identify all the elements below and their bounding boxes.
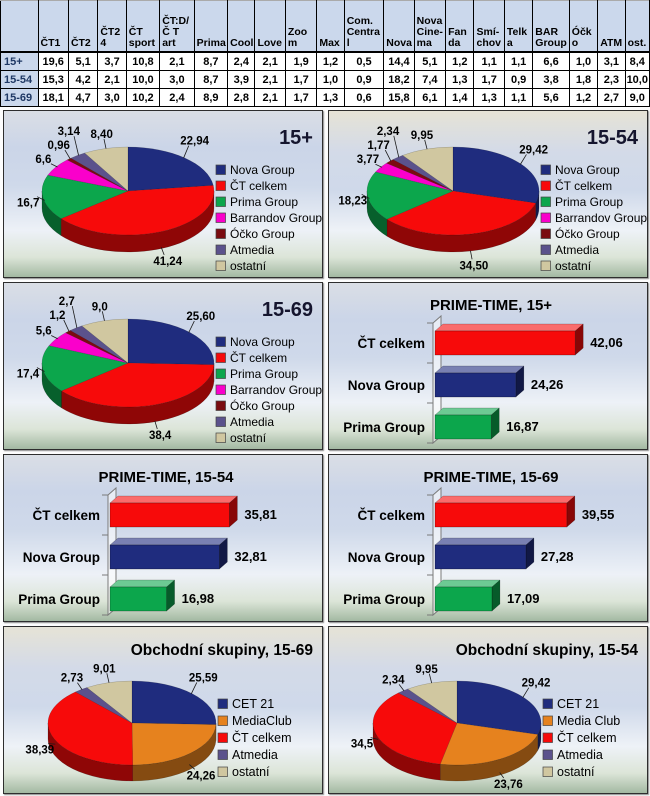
data-cell: 0,5	[344, 52, 384, 71]
data-cell: 2,3	[598, 71, 625, 89]
column-header: Love	[255, 1, 285, 53]
column-header: Telka	[504, 1, 532, 53]
column-header: ČT2	[68, 1, 97, 53]
svg-text:ostatní: ostatní	[230, 431, 267, 445]
svg-text:ostatní: ostatní	[555, 259, 592, 273]
svg-text:41,24: 41,24	[153, 255, 183, 268]
bar-chart	[4, 455, 322, 621]
svg-text:3,77: 3,77	[356, 154, 380, 167]
data-cell: 14,4	[384, 52, 414, 71]
data-cell: 5,6	[533, 89, 570, 107]
data-cell: 15,8	[384, 89, 414, 107]
data-cell: 2,1	[255, 89, 285, 107]
chart-panel-pie-obchodni-15-54	[328, 626, 648, 794]
svg-text:9,01: 9,01	[93, 663, 116, 676]
svg-text:PRIME-TIME, 15-69: PRIME-TIME, 15-69	[423, 469, 559, 486]
bar-chart	[329, 283, 647, 449]
svg-text:24,26: 24,26	[530, 377, 564, 392]
bar-chart	[329, 455, 647, 621]
svg-text:Atmedia: Atmedia	[230, 415, 275, 429]
table-row	[1, 89, 650, 107]
data-cell: 1,2	[446, 52, 474, 71]
svg-text:Prima Group: Prima Group	[18, 592, 100, 607]
svg-text:Atmedia: Atmedia	[557, 748, 603, 762]
svg-text:ostatní: ostatní	[230, 259, 267, 273]
data-cell: 1,3	[446, 71, 474, 89]
column-header: Nova Cine-ma	[414, 1, 445, 53]
pie-chart	[4, 283, 322, 449]
svg-text:ČT celkem: ČT celkem	[230, 179, 288, 193]
svg-text:15-54: 15-54	[586, 127, 638, 149]
row-label: 15+	[1, 52, 39, 71]
table-corner-cell	[1, 1, 39, 53]
svg-text:34,50: 34,50	[459, 260, 489, 273]
svg-text:29,42: 29,42	[519, 144, 549, 157]
data-cell: 1,7	[474, 71, 504, 89]
row-label: 15-54	[1, 71, 39, 89]
svg-text:18,23: 18,23	[338, 195, 368, 208]
column-header: Smí-chov	[474, 1, 504, 53]
svg-text:39,55: 39,55	[581, 507, 615, 522]
data-cell: 1,0	[317, 71, 344, 89]
data-cell: 1,1	[504, 52, 532, 71]
svg-text:8,40: 8,40	[90, 129, 113, 142]
data-cell: 9,0	[625, 89, 649, 107]
svg-text:ostatní: ostatní	[557, 765, 595, 779]
svg-text:42,06: 42,06	[590, 335, 623, 350]
chart-panel-pie-15plus	[3, 110, 323, 278]
data-cell: 4,2	[68, 71, 97, 89]
column-header: Fanda	[446, 1, 474, 53]
data-cell: 2,4	[160, 89, 194, 107]
data-cell: 0,9	[504, 71, 532, 89]
chart-panel-pie-obchodni-15-69	[3, 626, 323, 794]
svg-text:Óčko Group: Óčko Group	[555, 227, 620, 241]
svg-text:23,76: 23,76	[494, 779, 523, 791]
data-cell: 8,9	[194, 89, 227, 107]
svg-text:15+: 15+	[279, 127, 313, 149]
chart-panel-bar-primetime-15plus	[328, 282, 648, 450]
data-cell: 18,1	[38, 89, 68, 107]
chart-panel-pie-15-54	[328, 110, 648, 278]
pie-chart	[329, 627, 647, 793]
svg-text:Prima Group: Prima Group	[555, 195, 624, 209]
svg-text:16,87: 16,87	[506, 419, 539, 434]
column-header: Nova	[384, 1, 414, 53]
svg-text:PRIME-TIME, 15-54: PRIME-TIME, 15-54	[98, 469, 234, 486]
svg-text:34,5: 34,5	[350, 738, 374, 751]
data-cell: 1,7	[285, 71, 316, 89]
svg-text:38,4: 38,4	[148, 430, 172, 443]
chart-panel-bar-primetime-15-54	[3, 454, 323, 622]
svg-text:29,42: 29,42	[521, 677, 551, 690]
svg-text:0,96: 0,96	[47, 140, 70, 153]
column-header: ČT sport	[126, 1, 159, 53]
svg-text:Atmedia: Atmedia	[230, 243, 275, 257]
svg-text:2,7: 2,7	[58, 296, 75, 309]
svg-text:ostatní: ostatní	[232, 765, 270, 779]
svg-text:Barrandov Group: Barrandov Group	[230, 211, 322, 225]
svg-text:22,94: 22,94	[180, 135, 210, 148]
row-label: 15-69	[1, 89, 39, 107]
svg-text:9,95: 9,95	[415, 663, 438, 676]
svg-text:35,81: 35,81	[244, 507, 277, 522]
svg-text:Prima Group: Prima Group	[230, 367, 299, 381]
svg-text:9,95: 9,95	[410, 129, 434, 142]
svg-text:Nova Group: Nova Group	[347, 550, 425, 565]
svg-text:ČT celkem: ČT celkem	[230, 351, 288, 365]
data-cell: 2,4	[228, 52, 255, 71]
svg-text:2,73: 2,73	[60, 672, 84, 685]
charts-grid	[0, 108, 650, 796]
column-header: ost.	[625, 1, 649, 53]
svg-text:ČT celkem: ČT celkem	[357, 336, 425, 351]
svg-text:16,98: 16,98	[181, 591, 215, 606]
data-cell: 2,7	[598, 89, 625, 107]
data-cell: 1,8	[569, 71, 597, 89]
pie-chart	[4, 627, 322, 793]
data-cell: 3,0	[98, 89, 126, 107]
data-cell: 1,9	[285, 52, 316, 71]
svg-text:Atmedia: Atmedia	[232, 748, 278, 762]
svg-text:Barrandov Group: Barrandov Group	[230, 383, 322, 397]
svg-text:ČT celkem: ČT celkem	[555, 179, 613, 193]
svg-text:9,0: 9,0	[91, 301, 108, 314]
data-cell: 10,8	[126, 52, 159, 71]
data-cell: 0,9	[344, 71, 384, 89]
column-header: ČT1	[38, 1, 68, 53]
data-cell: 2,1	[160, 52, 194, 71]
svg-text:17,4: 17,4	[16, 368, 40, 381]
svg-text:Barrandov Group: Barrandov Group	[555, 211, 647, 225]
pie-chart	[4, 111, 322, 277]
svg-text:Prima Group: Prima Group	[230, 195, 299, 209]
svg-text:6,6: 6,6	[35, 153, 52, 166]
data-cell: 2,1	[255, 71, 285, 89]
data-cell: 2,8	[228, 89, 255, 107]
svg-text:Óčko Group: Óčko Group	[230, 399, 295, 413]
svg-text:Nova Group: Nova Group	[230, 335, 295, 349]
column-header: BAR Group	[533, 1, 570, 53]
data-cell: 1,4	[446, 89, 474, 107]
column-header: Prima	[194, 1, 227, 53]
data-cell: 8,4	[625, 52, 649, 71]
svg-text:32,81: 32,81	[234, 549, 267, 564]
data-cell: 19,6	[38, 52, 68, 71]
data-cell: 1,2	[317, 52, 344, 71]
chart-panel-pie-15-69	[3, 282, 323, 450]
svg-text:1,2: 1,2	[49, 309, 66, 322]
data-cell: 6,1	[414, 89, 445, 107]
svg-text:27,28: 27,28	[540, 549, 574, 564]
data-cell: 3,8	[533, 71, 570, 89]
data-cell: 1,0	[569, 52, 597, 71]
pie-chart	[329, 111, 647, 277]
data-cell: 8,7	[194, 52, 227, 71]
svg-text:1,77: 1,77	[367, 140, 390, 153]
svg-text:2,34: 2,34	[382, 674, 405, 687]
svg-text:Nova Group: Nova Group	[347, 378, 425, 393]
svg-text:5,6: 5,6	[35, 325, 52, 338]
svg-text:Atmedia: Atmedia	[555, 243, 600, 257]
svg-text:Óčko Group: Óčko Group	[230, 227, 295, 241]
svg-text:MediaClub: MediaClub	[232, 714, 292, 728]
data-cell: 8,7	[194, 71, 227, 89]
audience-share-table	[0, 0, 650, 107]
svg-text:ČT celkem: ČT celkem	[232, 731, 292, 745]
svg-text:25,60: 25,60	[186, 311, 216, 324]
data-cell: 0,6	[344, 89, 384, 107]
data-cell: 10,2	[126, 89, 159, 107]
data-cell: 1,1	[474, 52, 504, 71]
svg-text:Prima Group: Prima Group	[343, 592, 425, 607]
table-row	[1, 71, 650, 89]
data-cell: 18,2	[384, 71, 414, 89]
data-cell: 1,3	[317, 89, 344, 107]
svg-text:16,7: 16,7	[17, 197, 40, 210]
data-cell: 1,7	[285, 89, 316, 107]
svg-text:Nova Group: Nova Group	[555, 163, 620, 177]
data-cell: 3,7	[98, 52, 126, 71]
svg-text:ČT celkem: ČT celkem	[357, 508, 425, 523]
column-header: Cool	[228, 1, 255, 53]
column-header: Zoom	[285, 1, 316, 53]
table-row	[1, 52, 650, 71]
svg-text:Media Club: Media Club	[557, 714, 621, 728]
svg-text:17,09: 17,09	[506, 591, 540, 606]
svg-text:Obchodní skupiny, 15-69: Obchodní skupiny, 15-69	[130, 642, 313, 659]
data-cell: 2,1	[98, 71, 126, 89]
column-header: Com. Central	[344, 1, 384, 53]
data-cell: 3,1	[598, 52, 625, 71]
column-header: ČT24	[98, 1, 126, 53]
data-cell: 10,0	[126, 71, 159, 89]
svg-text:Nova Group: Nova Group	[230, 163, 295, 177]
svg-text:Obchodní skupiny, 15-54: Obchodní skupiny, 15-54	[455, 642, 638, 659]
svg-text:24,26: 24,26	[186, 770, 216, 783]
data-cell: 2,1	[255, 52, 285, 71]
svg-text:2,34: 2,34	[376, 125, 400, 138]
data-cell: 1,1	[504, 89, 532, 107]
svg-text:Prima Group: Prima Group	[343, 420, 425, 435]
data-cell: 4,7	[68, 89, 97, 107]
data-cell: 1,2	[569, 89, 597, 107]
data-cell: 10,0	[625, 71, 649, 89]
data-cell: 3,0	[160, 71, 194, 89]
data-cell: 6,6	[533, 52, 570, 71]
svg-text:CET 21: CET 21	[232, 697, 275, 711]
svg-text:38,39: 38,39	[25, 744, 55, 757]
data-cell: 3,9	[228, 71, 255, 89]
svg-text:ČT celkem: ČT celkem	[557, 731, 617, 745]
svg-text:CET 21: CET 21	[557, 697, 600, 711]
svg-text:Nova Group: Nova Group	[22, 550, 100, 565]
data-cell: 7,4	[414, 71, 445, 89]
data-cell: 5,1	[68, 52, 97, 71]
column-header: Óčko	[569, 1, 597, 53]
svg-text:ČT celkem: ČT celkem	[32, 508, 100, 523]
data-cell: 1,3	[474, 89, 504, 107]
svg-text:PRIME-TIME, 15+: PRIME-TIME, 15+	[429, 297, 553, 314]
chart-panel-bar-primetime-15-69	[328, 454, 648, 622]
column-header: Max	[317, 1, 344, 53]
column-header: ČT:D/Č T art	[160, 1, 194, 53]
svg-text:15-69: 15-69	[261, 299, 313, 321]
data-cell: 15,3	[38, 71, 68, 89]
data-cell: 5,1	[414, 52, 445, 71]
svg-text:3,14: 3,14	[57, 126, 80, 139]
svg-text:25,59: 25,59	[188, 672, 218, 685]
column-header: ATM	[598, 1, 625, 53]
